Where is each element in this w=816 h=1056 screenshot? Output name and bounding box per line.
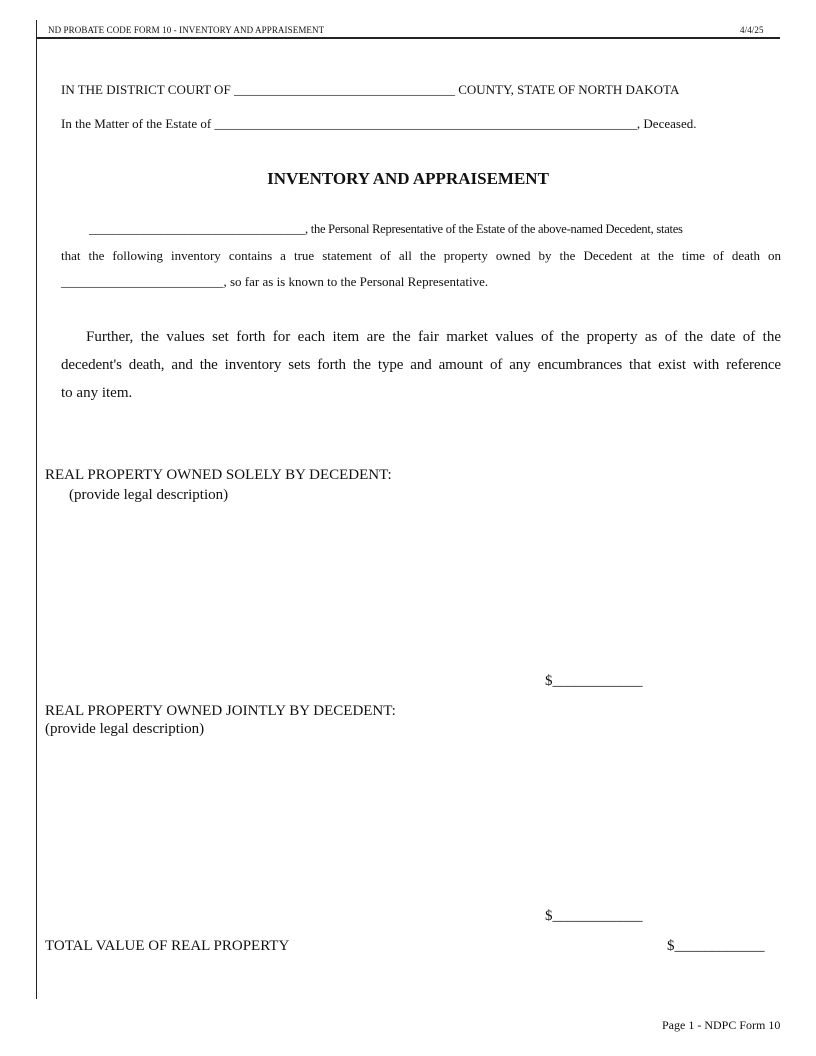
dollar-sign: $ (545, 908, 553, 924)
sole-property-amount (545, 673, 643, 690)
header-rule (37, 37, 780, 39)
joint-property-subheading: (provide legal description) (45, 721, 205, 737)
sole-property-subheading: (provide legal description) (69, 487, 229, 503)
further-line-1: Further, the values set forth for each item are the fair market values of the property as of the date of the (86, 329, 781, 345)
court-suffix: COUNTY, STATE OF NORTH DAKOTA (458, 82, 680, 97)
statement-line-2: that the following inventory contains a true statement of all the property owned by the Decedent at the time of death on (61, 248, 781, 263)
statement-line-1-text: , the Personal Representative of the Estate of the above-named Decedent, states (305, 222, 683, 236)
court-prefix: IN THE DISTRICT COURT OF (61, 82, 231, 97)
statement-line-1 (89, 222, 683, 237)
total-real-property-amount (667, 938, 765, 955)
dollar-sign: $ (545, 673, 553, 689)
decedent-name-field[interactable]: _________________________________________________________________ (214, 116, 637, 131)
matter-prefix: In the Matter of the Estate of (61, 116, 212, 131)
personal-representative-field[interactable]: ____________________________________ (89, 222, 305, 236)
sole-property-amount-field[interactable]: ____________ (552, 673, 643, 689)
county-field[interactable]: __________________________________ (233, 82, 455, 97)
matter-line (61, 116, 696, 132)
statement-line-3-text: , so far as is known to the Personal Representative. (223, 274, 489, 289)
document-title: INVENTORY AND APPRAISEMENT (267, 169, 549, 188)
sole-property-heading: REAL PROPERTY OWNED SOLELY BY DECEDENT: (45, 467, 392, 483)
joint-property-amount (545, 908, 643, 925)
left-margin-rule (36, 20, 37, 999)
dollar-sign: $ (667, 938, 675, 954)
form-label: ND PROBATE CODE FORM 10 - INVENTORY AND APPRAISEMENT (48, 25, 325, 35)
page-footer: Page 1 - NDPC Form 10 (662, 1018, 781, 1032)
total-real-property-label: TOTAL VALUE OF REAL PROPERTY (45, 938, 290, 954)
joint-property-amount-field[interactable]: ____________ (552, 908, 643, 924)
date-of-death-field[interactable]: _________________________ (61, 274, 224, 289)
matter-suffix: , Deceased. (636, 116, 697, 131)
further-line-3: to any item. (61, 385, 133, 401)
joint-property-heading: REAL PROPERTY OWNED JOINTLY BY DECEDENT: (45, 703, 396, 719)
form-date: 4/4/25 (740, 25, 764, 35)
statement-line-3 (61, 274, 488, 290)
further-line-2: decedent's death, and the inventory sets forth the type and amount of any encumbrances that exist with reference (61, 357, 781, 373)
court-line (61, 82, 679, 98)
total-real-property-field[interactable]: ____________ (674, 938, 765, 954)
